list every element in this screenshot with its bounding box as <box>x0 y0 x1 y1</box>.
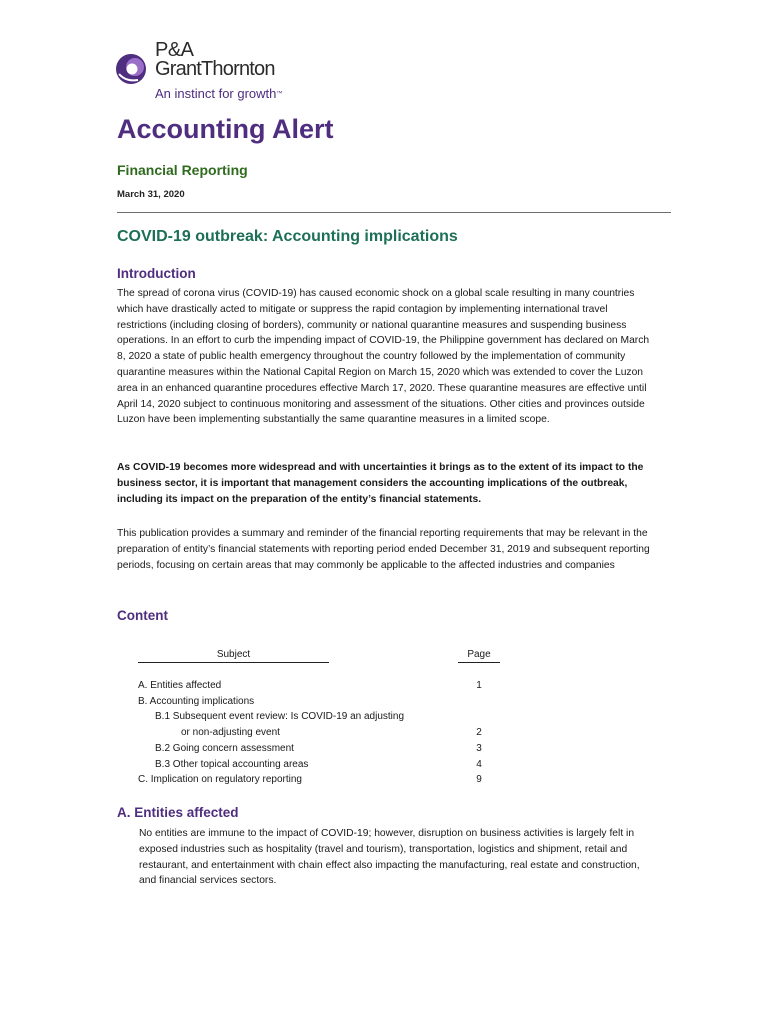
introduction-paragraph-2: As COVID-19 becomes more widespread and with uncertainties it brings as to the extent of its impact to the business sector, it is important that management considers the accounting implications of the outbreak, including its impact on the preparation of the entity’s financial statements. <box>117 462 644 505</box>
logo-tagline: An instinct for growth™ <box>155 86 283 101</box>
toc-item-label: C. Implication on regulatory reporting <box>138 774 302 785</box>
page-subtitle: Financial Reporting <box>117 162 248 178</box>
header-divider <box>117 212 671 213</box>
introduction-paragraph-3: This publication provides a summary and reminder of the financial reporting requirements that may be relevant in the preparation of entity’s financial statements with reporting period ended December 31, 2019 and subsequent reporting periods, focusing on certain areas that may commonly be applicable to the affected industries and companies <box>117 528 650 571</box>
content-heading: Content <box>117 608 168 623</box>
topic-heading: COVID-19 outbreak: Accounting implications <box>117 228 458 245</box>
introduction-paragraph-1: The spread of corona virus (COVID-19) has caused economic shock on a global scale resulting in many countries which have drastically acted to mitigate or suppress the rapid contagion by implementing international travel restrictions (including closing of borders), community or national quarantine measures and suspending business operations. In an effort to curb the impending impact of COVID-19, the Philippine government has declared on March 8, 2020 a state of public health emergency throughout the country followed by the implementation of community quarantine measures within the National Capital Region on March 15, 2020 which was extended to cover the Luzon area in an enhanced quarantine procedures effective March 17, 2020. These quarantine measures are effective until April 14, 2020 subject to continuous monitoring and assessment of the situations. Other cities and provinces outside Luzon have been implementing substantially the same quarantine measures in a limited scope. <box>117 288 650 426</box>
toc-item-page: 1 <box>476 680 482 691</box>
toc-item-label: or non-adjusting event <box>181 727 280 738</box>
toc-item-page: 3 <box>476 743 482 754</box>
page-title: Accounting Alert <box>117 114 334 144</box>
toc-item-label: B. Accounting implications <box>138 696 255 707</box>
grant-thornton-logo-mark <box>114 52 148 86</box>
section-a-paragraph: No entities are immune to the impact of COVID-19; however, disruption on business activities is largely felt in exposed industries such as hospitality (travel and tourism), transportation, logistics and shipment, retail and restaurant, and entertainment with chain effect also impacting the manufacturing, real estate and construction, and financial services sectors. <box>139 828 640 887</box>
logo-line2: GrantThornton <box>155 58 275 80</box>
toc-item-page: 2 <box>476 727 482 738</box>
toc-header-page: Page <box>458 648 500 663</box>
toc-item-label: A. Entities affected <box>138 680 222 691</box>
toc-header-subject: Subject <box>138 648 329 663</box>
toc-item-label: B.2 Going concern assessment <box>155 743 294 754</box>
toc-item-label: B.1 Subsequent event review: Is COVID-19 an adjusting <box>155 711 405 722</box>
introduction-heading: Introduction <box>117 266 196 281</box>
toc-item-label: B.3 Other topical accounting areas <box>155 759 309 770</box>
logo-line1: P&A <box>155 39 194 61</box>
section-a-heading: A. Entities affected <box>117 805 239 820</box>
publication-date: March 31, 2020 <box>117 189 185 200</box>
toc-item-page: 9 <box>476 774 482 785</box>
toc-item-page: 4 <box>476 759 482 770</box>
